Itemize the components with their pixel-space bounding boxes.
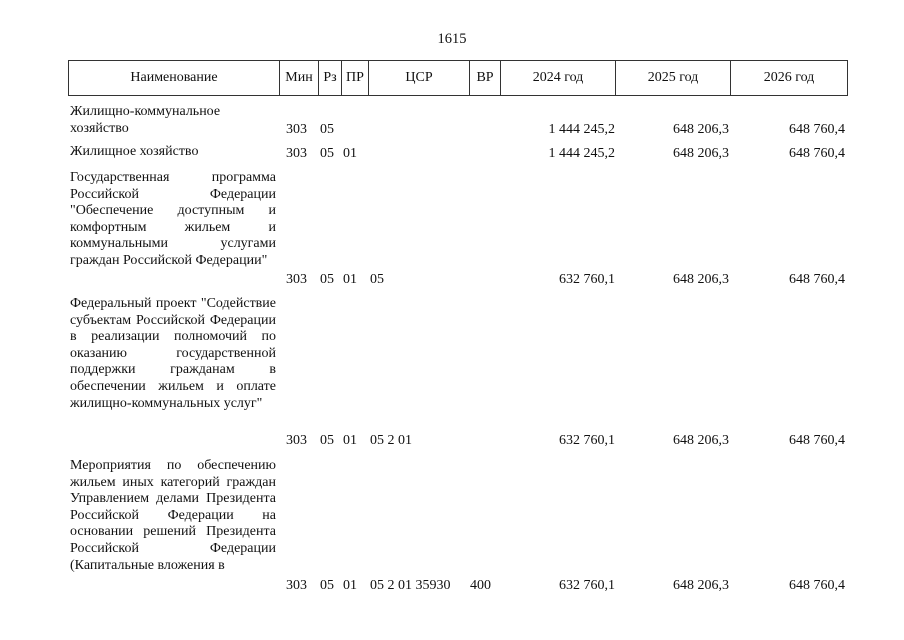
row-csr: 05 2 01 35930 [370,578,451,593]
row-min: 303 [286,578,307,593]
row-2025: 648 206,3 [673,146,729,161]
header-2025: 2025 год [615,60,731,96]
row-csr: 05 2 01 [370,433,412,448]
row-min: 303 [286,272,307,287]
table-row [0,458,904,594]
header-vr: ВР [469,60,501,96]
row-vr: 400 [470,578,491,593]
row-csr: 05 [370,272,384,287]
row-2026: 648 760,4 [789,433,845,448]
table-row [0,144,904,162]
row-name: Мероприятия по обеспечению жильем иных категорий граждан Управлением делами Президента Российской Федерации на основании решений Президента Российской Федерации (Капитальные вложения в [70,458,276,573]
row-pr: 01 [343,272,357,287]
row-pr: 01 [343,578,357,593]
row-2024: 1 444 245,2 [548,146,615,161]
row-pr: 01 [343,146,357,161]
header-pr: ПР [341,60,369,96]
row-rz: 05 [320,122,334,137]
row-2026: 648 760,4 [789,578,845,593]
header-2024: 2024 год [500,60,616,96]
row-2024: 632 760,1 [559,433,615,448]
row-pr: 01 [343,433,357,448]
header-rz: Рз [318,60,342,96]
row-2026: 648 760,4 [789,146,845,161]
row-2024: 632 760,1 [559,272,615,287]
row-2026: 648 760,4 [789,272,845,287]
row-min: 303 [286,122,307,137]
row-2024: 632 760,1 [559,578,615,593]
header-csr: ЦСР [368,60,470,96]
row-rz: 05 [320,578,334,593]
row-rz: 05 [320,146,334,161]
header-name: Наименование [68,60,280,96]
header-min: Мин [279,60,319,96]
row-rz: 05 [320,272,334,287]
row-2025: 648 206,3 [673,122,729,137]
row-2026: 648 760,4 [789,122,845,137]
table-row [0,170,904,288]
row-2025: 648 206,3 [673,433,729,448]
row-2025: 648 206,3 [673,272,729,287]
row-2025: 648 206,3 [673,578,729,593]
row-rz: 05 [320,433,334,448]
page-number: 1615 [437,31,467,47]
row-2024: 1 444 245,2 [548,122,615,137]
row-name: Федеральный проект "Содействие субъектам Российской Федерации в реализации полномочий по оказанию государственной поддержки гражданам в обеспечении жильем и оплате жилищно-коммунальных услуг" [70,296,276,411]
header-2026: 2026 год [730,60,848,96]
table-row [0,104,904,138]
row-name: Жилищно-коммунальное хозяйство [70,104,221,136]
row-name: Государственная программа Российской Федерации "Обеспечение доступным и комфортным жильем и коммунальными услугами граждан Российской Федерации" [70,170,276,268]
row-name: Жилищное хозяйство [70,144,199,159]
table-row [0,296,904,449]
row-min: 303 [286,146,307,161]
row-min: 303 [286,433,307,448]
